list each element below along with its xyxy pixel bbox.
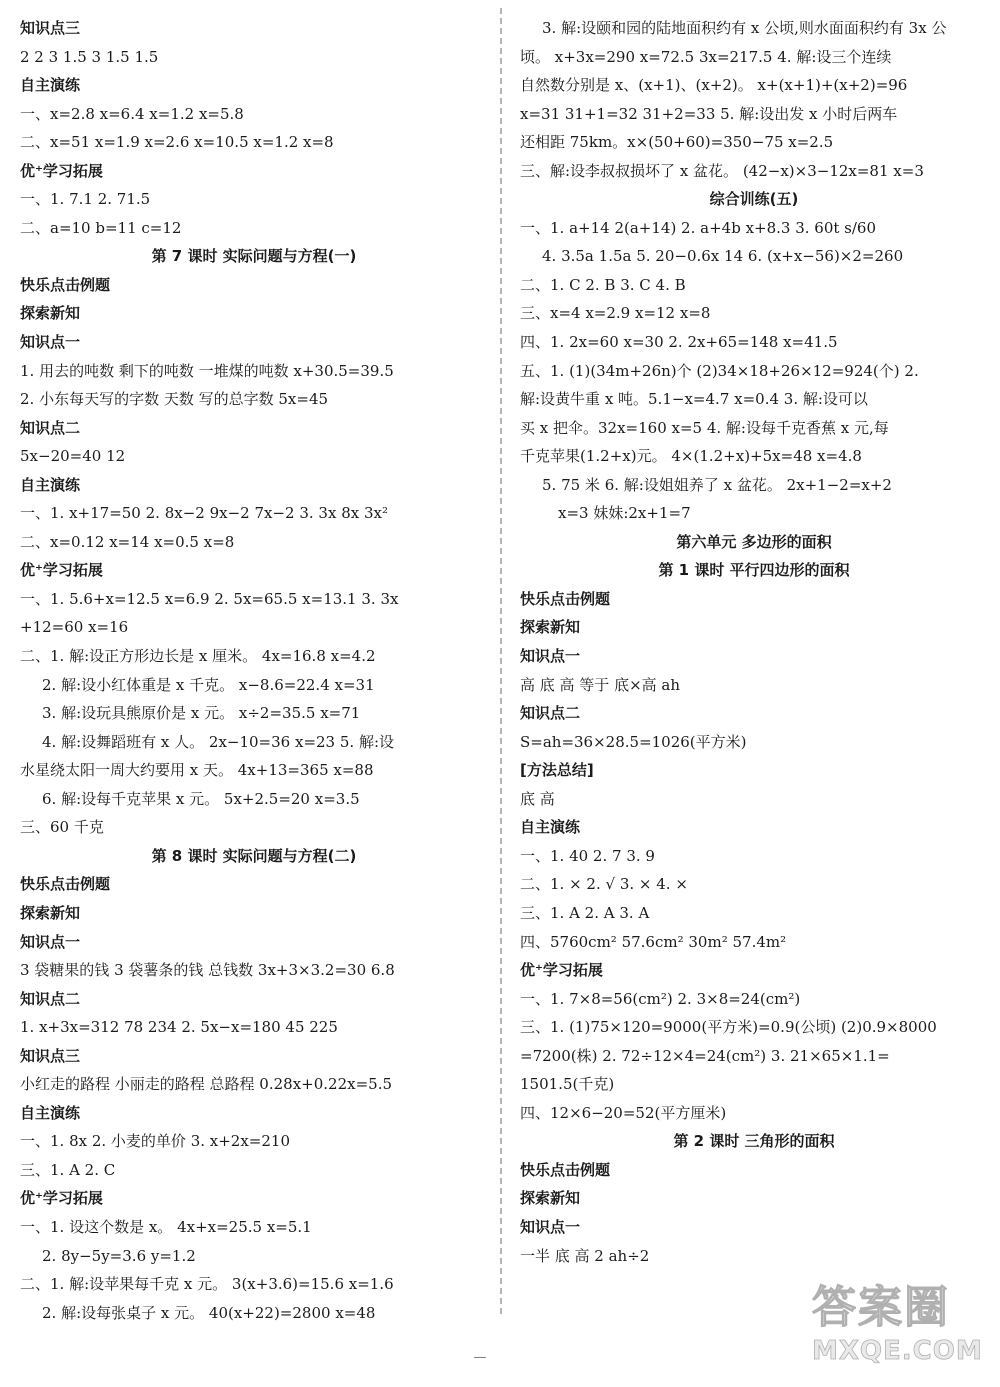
answer-line: 三、1. A 2. A 3. A bbox=[520, 903, 650, 922]
answer-line: 一、1. 40 2. 7 3. 9 bbox=[520, 846, 655, 865]
answer-line: x=3 妹妹:2x+1=7 bbox=[558, 504, 691, 523]
answer-line: 5x−20=40 12 bbox=[20, 447, 126, 466]
answer-line: 2. 小东每天写的字数 天数 写的总字数 5x=45 bbox=[20, 390, 329, 409]
lesson-title: 第 7 课时 实际问题与方程(一) bbox=[151, 247, 357, 266]
section-heading: [方法总结] bbox=[520, 761, 594, 780]
lesson-title: 第六单元 多边形的面积 bbox=[676, 532, 832, 551]
answer-line: 4. 3.5a 1.5a 5. 20−0.6x 14 6. (x+x−56)×2=260 bbox=[542, 247, 904, 266]
answer-line: 二、1. C 2. B 3. C 4. B bbox=[520, 275, 686, 294]
section-heading: 自主演练 bbox=[20, 76, 81, 95]
answer-line: 一、x=2.8 x=6.4 x=1.2 x=5.8 bbox=[20, 104, 244, 123]
answer-line: 6. 解:设每千克苹果 x 元。 5x+2.5=20 x=3.5 bbox=[42, 789, 360, 808]
section-heading: 优⁺学习拓展 bbox=[20, 1189, 103, 1208]
answer-line: 三、解:设李叔叔损坏了 x 盆花。 (42−x)×3−12x=81 x=3 bbox=[520, 161, 924, 180]
answer-line: +12=60 x=16 bbox=[20, 618, 129, 637]
answer-line: 千克苹果(1.2+x)元。 4×(1.2+x)+5x=48 x=4.8 bbox=[520, 447, 862, 466]
answer-line: 三、x=4 x=2.9 x=12 x=8 bbox=[520, 304, 711, 323]
answer-line: 一、1. a+14 2(a+14) 2. a+4b x+8.3 3. 60t s/60 bbox=[520, 218, 877, 237]
answer-line: 3. 解:设颐和园的陆地面积约有 x 公顷,则水面面积约有 3x 公 bbox=[542, 19, 947, 37]
page-number: — bbox=[473, 1350, 487, 1365]
answer-line: 顷。 x+3x=290 x=72.5 3x=217.5 4. 解:设三个连续 bbox=[520, 47, 892, 66]
section-heading: 探索新知 bbox=[520, 618, 581, 637]
section-heading: 探索新知 bbox=[520, 1189, 581, 1208]
answer-line: S=ah=36×28.5=1026(平方米) bbox=[520, 732, 747, 751]
answer-line: 二、a=10 b=11 c=12 bbox=[20, 218, 182, 237]
section-heading: 快乐点击例题 bbox=[520, 589, 611, 608]
section-heading: 知识点二 bbox=[520, 704, 581, 723]
answer-line: 高 底 高 等于 底×高 ah bbox=[520, 675, 681, 694]
section-heading: 知识点二 bbox=[20, 418, 81, 437]
lesson-title: 第 1 课时 平行四边形的面积 bbox=[658, 561, 850, 580]
column-divider bbox=[500, 8, 502, 1314]
answer-line: 小红走的路程 小丽走的路程 总路程 0.28x+0.22x=5.5 bbox=[20, 1075, 393, 1094]
answer-line: 底 高 bbox=[520, 789, 555, 808]
answer-line: 买 x 把伞。32x=160 x=5 4. 解:设每千克香蕉 x 元,每 bbox=[520, 418, 889, 437]
section-heading: 快乐点击例题 bbox=[20, 875, 111, 894]
answer-line: =7200(株) 2. 72÷12×4=24(cm²) 3. 21×65×1.1= bbox=[520, 1046, 890, 1065]
answer-line: 1. x+3x=312 78 234 2. 5x−x=180 45 225 bbox=[20, 1018, 338, 1037]
answer-line: 二、1. 解:设苹果每千克 x 元。 3(x+3.6)=15.6 x=1.6 bbox=[20, 1275, 394, 1294]
answer-line: 2. 8y−5y=3.6 y=1.2 bbox=[42, 1246, 196, 1265]
right-column bbox=[520, 14, 988, 1270]
answer-line: 2 2 3 1.5 3 1.5 1.5 bbox=[20, 47, 159, 66]
answer-line: 1501.5(千克) bbox=[520, 1075, 615, 1094]
answer-line: 二、1. 解:设正方形边长是 x 厘米。 4x=16.8 x=4.2 bbox=[20, 647, 376, 666]
section-heading: 知识点三 bbox=[20, 1046, 81, 1065]
section-heading: 知识点二 bbox=[20, 989, 81, 1008]
section-heading: 知识点一 bbox=[520, 647, 581, 666]
section-heading: 探索新知 bbox=[20, 903, 81, 922]
watermark-url: MXQE.COM bbox=[812, 1336, 983, 1366]
answer-line: 四、1. 2x=60 x=30 2. 2x+65=148 x=41.5 bbox=[520, 333, 838, 352]
answer-line: 四、12×6−20=52(平方厘米) bbox=[520, 1103, 727, 1122]
answer-line: 2. 解:设每张桌子 x 元。 40(x+22)=2800 x=48 bbox=[42, 1303, 376, 1322]
answer-line: 二、x=0.12 x=14 x=0.5 x=8 bbox=[20, 532, 235, 551]
section-heading: 自主演练 bbox=[20, 1103, 81, 1122]
answer-line: 自然数分别是 x、(x+1)、(x+2)。 x+(x+1)+(x+2)=96 bbox=[520, 76, 908, 95]
answer-line: 解:设黄牛重 x 吨。5.1−x=4.7 x=0.4 3. 解:设可以 bbox=[520, 390, 868, 409]
answer-line: 3 袋糖果的钱 3 袋薯条的钱 总钱数 3x+3×3.2=30 6.8 bbox=[20, 961, 395, 980]
answer-line: 4. 解:设舞蹈班有 x 人。 2x−10=36 x=23 5. 解:设 bbox=[42, 732, 394, 751]
answer-line: 5. 75 米 6. 解:设姐姐养了 x 盆花。 2x+1−2=x+2 bbox=[542, 475, 892, 494]
answer-line: 1. 用去的吨数 剩下的吨数 一堆煤的吨数 x+30.5=39.5 bbox=[20, 361, 394, 380]
answer-line: 三、1. (1)75×120=9000(平方米)=0.9(公顷) (2)0.9×8000 bbox=[520, 1018, 937, 1037]
answer-line: 五、1. (1)(34m+26n)个 (2)34×18+26×12=924(个) 2. bbox=[520, 361, 919, 380]
section-heading: 优⁺学习拓展 bbox=[20, 161, 103, 180]
answer-line: 一、1. 8x 2. 小麦的单价 3. x+2x=210 bbox=[20, 1132, 291, 1151]
section-heading: 快乐点击例题 bbox=[520, 1160, 611, 1179]
answer-line: 三、60 千克 bbox=[20, 818, 104, 837]
watermark-title: 答案圈 bbox=[812, 1282, 950, 1333]
answer-line: 二、x=51 x=1.9 x=2.6 x=10.5 x=1.2 x=8 bbox=[20, 133, 334, 152]
section-heading: 优⁺学习拓展 bbox=[520, 961, 603, 980]
answer-line: x=31 31+1=32 31+2=33 5. 解:设出发 x 小时后两车 bbox=[520, 104, 898, 123]
answer-line: 四、5760cm² 57.6cm² 30m² 57.4m² bbox=[520, 932, 787, 951]
section-heading: 知识点三 bbox=[20, 19, 81, 37]
answer-line: 一、1. 7×8=56(cm²) 2. 3×8=24(cm²) bbox=[520, 989, 801, 1008]
section-heading: 自主演练 bbox=[20, 475, 81, 494]
answer-line: 一、1. x+17=50 2. 8x−2 9x−2 7x−2 3. 3x 8x 3x² bbox=[20, 504, 388, 523]
left-column bbox=[20, 14, 488, 1327]
watermark-logo bbox=[812, 1282, 992, 1382]
section-heading: 优⁺学习拓展 bbox=[20, 561, 103, 580]
section-heading: 知识点一 bbox=[20, 333, 81, 352]
answer-line: 2. 解:设小红体重是 x 千克。 x−8.6=22.4 x=31 bbox=[42, 675, 375, 694]
lesson-title: 综合训练(五) bbox=[709, 190, 799, 209]
lesson-title: 第 8 课时 实际问题与方程(二) bbox=[151, 846, 357, 865]
answer-line: 一、1. 5.6+x=12.5 x=6.9 2. 5x=65.5 x=13.1 3. 3x bbox=[20, 589, 399, 608]
section-heading: 探索新知 bbox=[20, 304, 81, 323]
answer-line: 三、1. A 2. C bbox=[20, 1160, 116, 1179]
section-heading: 知识点一 bbox=[20, 932, 81, 951]
answer-line: 水星绕太阳一周大约要用 x 天。 4x+13=365 x=88 bbox=[20, 761, 374, 780]
lesson-title: 第 2 课时 三角形的面积 bbox=[673, 1132, 835, 1151]
section-heading: 自主演练 bbox=[520, 818, 581, 837]
answer-line: 3. 解:设玩具熊原价是 x 元。 x÷2=35.5 x=71 bbox=[42, 704, 361, 723]
section-heading: 知识点一 bbox=[520, 1217, 581, 1236]
section-heading: 快乐点击例题 bbox=[20, 275, 111, 294]
answer-line: 一、1. 7.1 2. 71.5 bbox=[20, 190, 151, 209]
answer-line: 二、1. × 2. √ 3. × 4. × bbox=[520, 875, 688, 894]
answer-line: 还相距 75km。x×(50+60)=350−75 x=2.5 bbox=[520, 133, 834, 152]
answer-line: 一、1. 设这个数是 x。 4x+x=25.5 x=5.1 bbox=[20, 1217, 312, 1236]
answer-line: 一半 底 高 2 ah÷2 bbox=[520, 1246, 650, 1265]
